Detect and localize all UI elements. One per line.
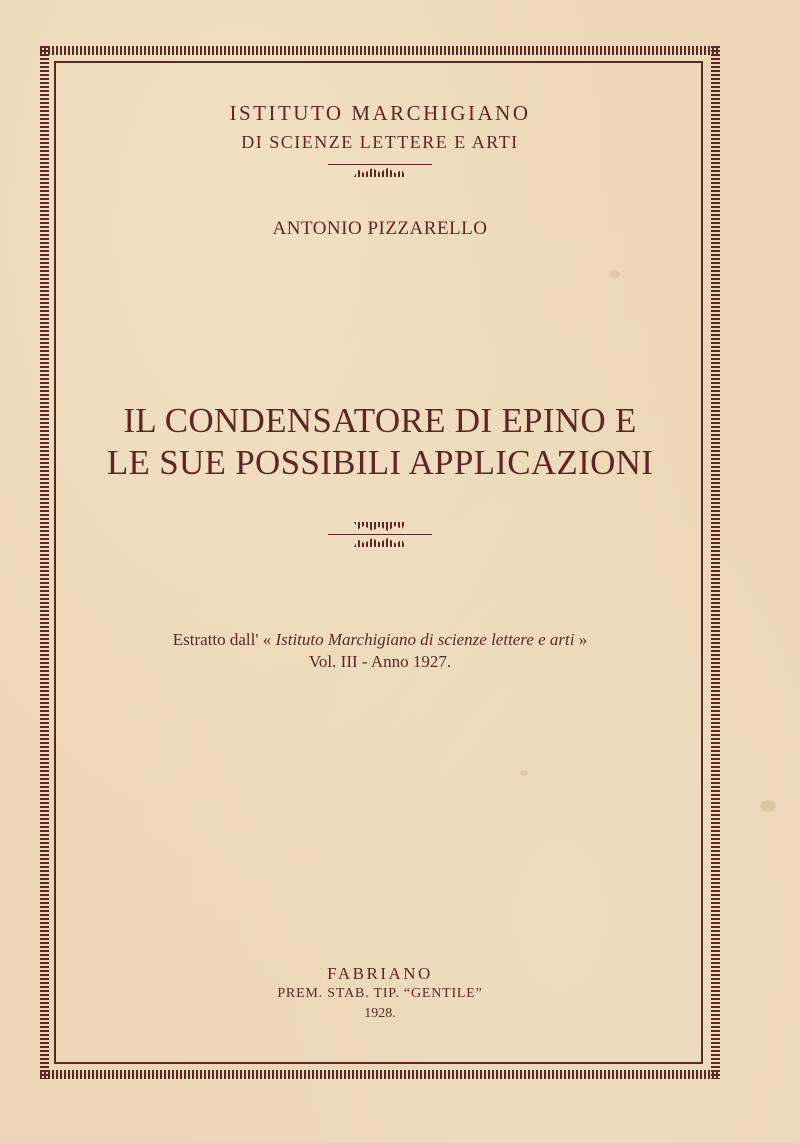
ornament-icon (354, 538, 406, 547)
ornament-divider-top (0, 164, 760, 177)
extract-source: Istituto Marchigiano di scienze lettere e arti (275, 630, 575, 649)
institute-name: ISTITUTO MARCHIGIANO (229, 101, 531, 125)
institute-subtitle: DI SCIENZE LETTERE E ARTI (241, 132, 519, 152)
paper-stain (760, 800, 776, 812)
extract-volume-line: Vol. III - Anno 1927. (308, 652, 452, 671)
rule-line (328, 164, 432, 165)
ornamental-border-top (40, 46, 720, 55)
extract-note (0, 629, 760, 673)
ornament-icon (354, 522, 406, 531)
imprint-printer: PREM. STAB. TIP. “GENTILE” (277, 986, 483, 1001)
extract-source-line (0, 629, 760, 651)
rule-line (328, 534, 432, 535)
author-name: ANTONIO PIZZARELLO (272, 218, 488, 239)
ornamental-border-right (711, 46, 720, 1079)
document-title (0, 400, 760, 484)
imprint-city: FABRIANO (327, 964, 433, 983)
ornament-icon (354, 168, 406, 177)
ornament-divider-middle (0, 522, 760, 547)
ornamental-border-bottom (40, 1070, 720, 1079)
imprint-year: 1928. (364, 1006, 396, 1021)
title-line-1: IL CONDENSATORE DI EPINO E (123, 401, 637, 440)
extract-suffix: » (574, 630, 588, 649)
title-line-2: LE SUE POSSIBILI APPLICAZIONI (106, 443, 654, 482)
inner-frame (54, 61, 703, 1064)
extract-prefix: Estratto dall' « (172, 630, 276, 649)
ornamental-border-left (40, 46, 49, 1079)
